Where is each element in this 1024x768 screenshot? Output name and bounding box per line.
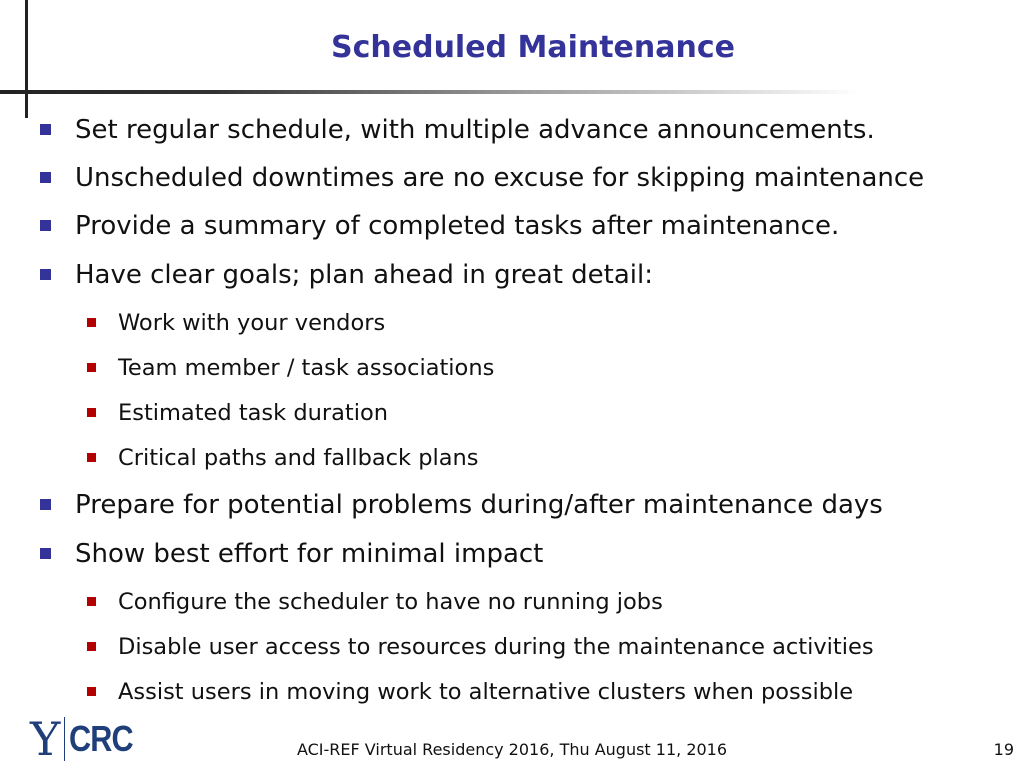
sub-bullet-text: Estimated task duration <box>118 400 389 426</box>
square-bullet-icon <box>87 408 96 417</box>
bullet-text: Provide a summary of completed tasks after maintenance. <box>75 211 840 241</box>
slide-title: Scheduled Maintenance <box>331 30 735 65</box>
square-bullet-icon <box>87 597 96 606</box>
logo-letter: Y <box>30 712 61 766</box>
sub-bullet-item <box>87 307 385 339</box>
bullet-text: Set regular schedule, with multiple advance announcements. <box>75 115 875 145</box>
bullet-item <box>40 536 543 572</box>
bullet-item <box>40 160 924 196</box>
bullet-item <box>40 257 653 293</box>
square-bullet-icon <box>87 363 96 372</box>
sub-bullet-item <box>87 676 853 708</box>
decorative-horizontal-line <box>0 90 860 94</box>
sub-bullet-item <box>87 631 874 663</box>
square-bullet-icon <box>87 642 96 651</box>
page-number: 19 <box>993 740 1014 759</box>
sub-bullet-item <box>87 442 479 474</box>
sub-bullet-text: Work with your vendors <box>118 310 386 336</box>
sub-bullet-text: Team member / task associations <box>118 355 495 381</box>
square-bullet-icon <box>87 453 96 462</box>
square-bullet-icon <box>87 687 96 696</box>
bullet-item <box>40 208 839 244</box>
square-bullet-icon <box>40 220 51 231</box>
sub-bullet-text: Critical paths and fallback plans <box>118 445 479 471</box>
square-bullet-icon <box>40 269 51 280</box>
sub-bullet-text: Configure the scheduler to have no running jobs <box>118 589 663 615</box>
bullet-item <box>40 487 883 523</box>
square-bullet-icon <box>40 499 51 510</box>
square-bullet-icon <box>40 548 51 559</box>
sub-bullet-item <box>87 397 388 429</box>
bullet-text: Unscheduled downtimes are no excuse for skipping maintenance <box>75 163 925 193</box>
square-bullet-icon <box>40 172 51 183</box>
bullet-text: Have clear goals; plan ahead in great detail: <box>75 260 653 290</box>
logo-text: CRC <box>69 718 133 759</box>
sub-bullet-text: Assist users in moving work to alternative clusters when possible <box>118 679 854 705</box>
bullet-text: Show best effort for minimal impact <box>75 539 544 569</box>
sub-bullet-item <box>87 352 494 384</box>
square-bullet-icon <box>87 318 96 327</box>
footer-text: ACI-REF Virtual Residency 2016, Thu August 11, 2016 <box>296 740 728 759</box>
sub-bullet-text: Disable user access to resources during the maintenance activities <box>118 634 874 660</box>
square-bullet-icon <box>40 124 51 135</box>
bullet-text: Prepare for potential problems during/after maintenance days <box>75 490 883 520</box>
sub-bullet-item <box>87 586 663 618</box>
bullet-item <box>40 112 875 148</box>
